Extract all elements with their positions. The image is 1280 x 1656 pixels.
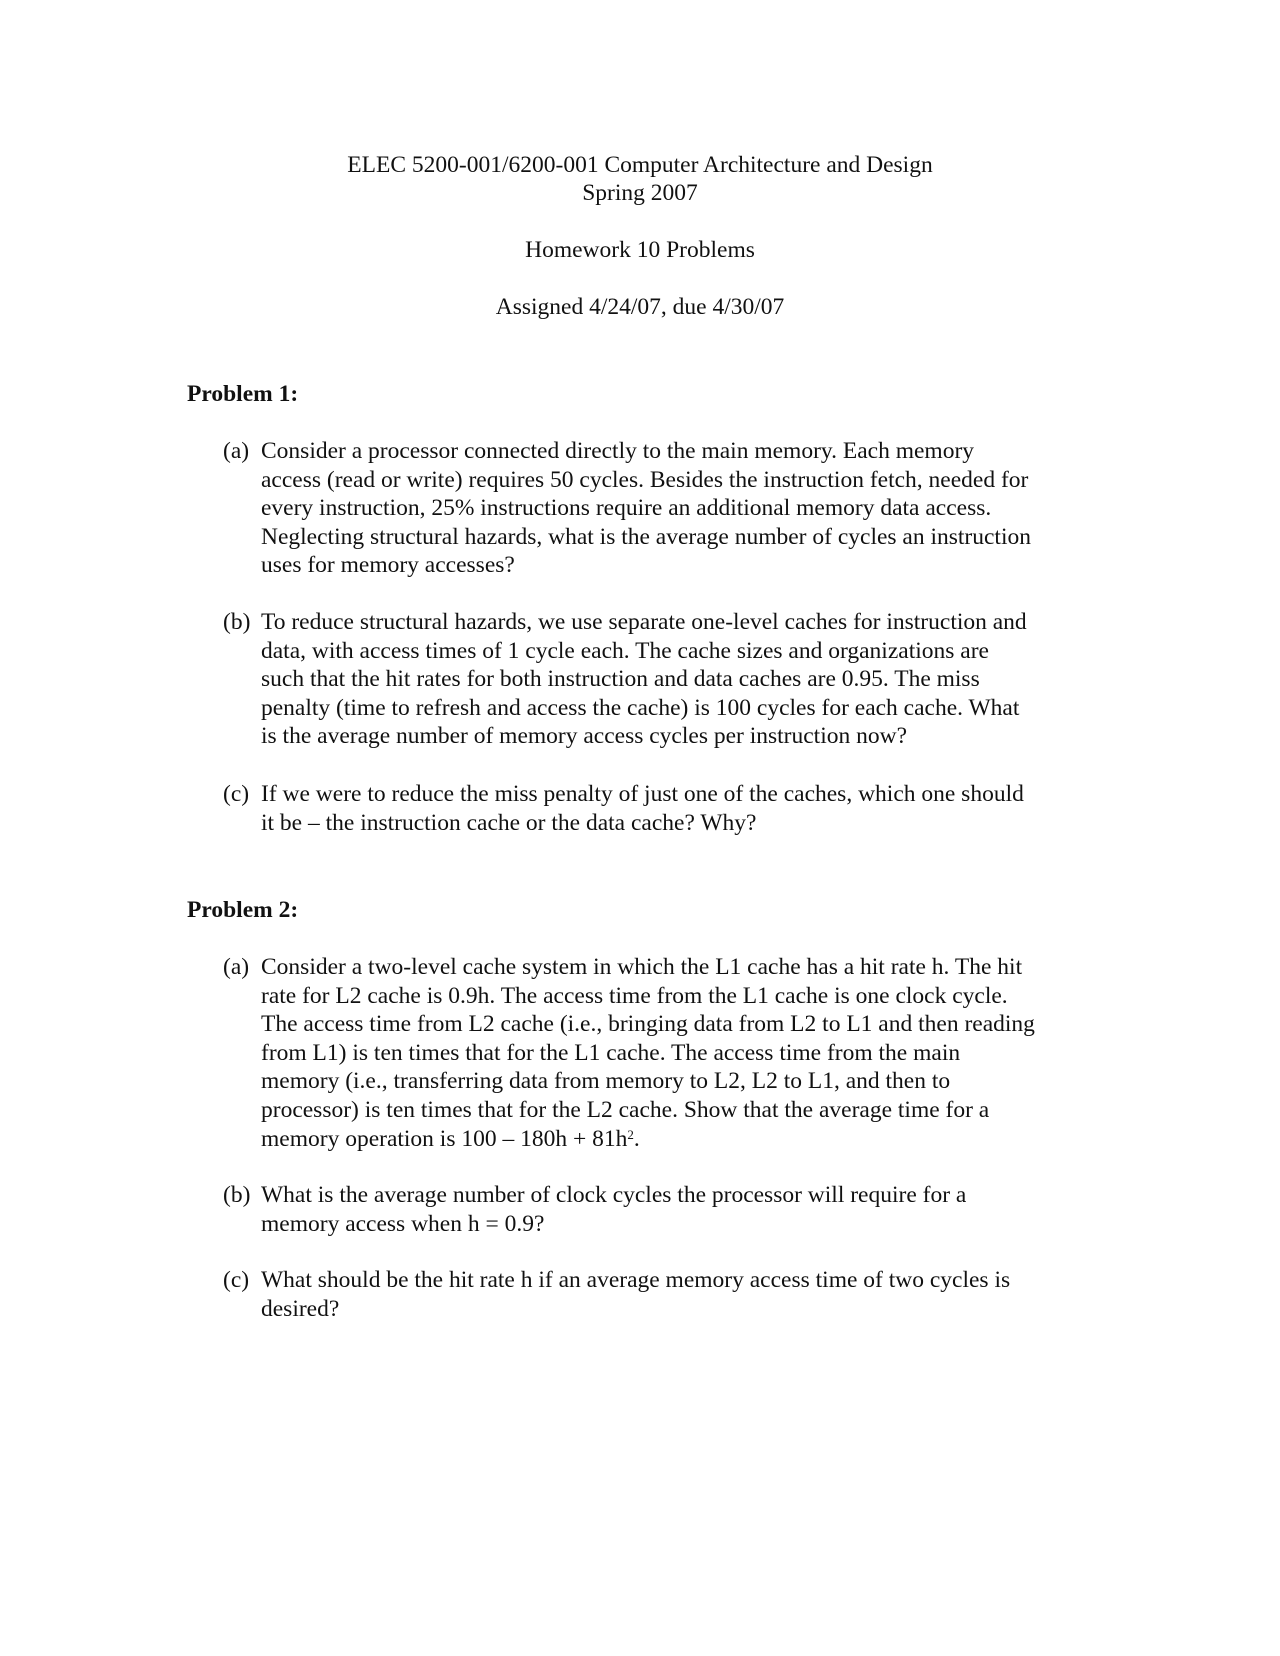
part-text <box>261 1181 966 1238</box>
part-label: (b) <box>223 609 251 635</box>
text-line: rate for L2 cache is 0.9h. The access time from the L1 cache is one clock cycle. <box>261 982 1008 1009</box>
text-line: What is the average number of clock cycles the processor will require for a <box>261 1182 967 1208</box>
text-line: access (read or write) requires 50 cycles. Besides the instruction fetch, needed for <box>261 466 1029 493</box>
text-line: it be – the instruction cache or the data cache? Why? <box>261 809 757 836</box>
text-line: memory access when h = 0.9? <box>261 1210 545 1237</box>
problem-1-heading: Problem 1: <box>187 381 299 407</box>
text-line: The access time from L2 cache (i.e., bringing data from L2 to L1 and then reading <box>261 1011 1035 1038</box>
part-label: (a) <box>223 954 250 980</box>
text-line: data, with access times of 1 cycle each. The cache sizes and organizations are <box>261 637 989 664</box>
text-line: Neglecting structural hazards, what is the average number of cycles an instruction <box>261 523 1031 550</box>
part-text <box>261 437 1031 580</box>
text-line: uses for memory accesses? <box>261 552 515 579</box>
part-label: (b) <box>223 1182 251 1208</box>
part-text <box>261 953 1035 1153</box>
text-line: penalty (time to refresh and access the cache) is 100 cycles for each cache. What <box>261 694 1020 721</box>
text-line: every instruction, 25% instructions require an additional memory data access. <box>261 495 992 522</box>
part-text <box>261 1266 1010 1323</box>
part-text <box>261 780 1024 837</box>
part-text <box>261 608 1027 751</box>
part-label: (c) <box>223 781 250 807</box>
problem-2-heading: Problem 2: <box>187 897 299 923</box>
formula-text: memory operation is 100 – 180h + 81h <box>261 1125 628 1152</box>
part-label: (c) <box>223 1267 250 1293</box>
assignment-dates: Assigned 4/24/07, due 4/30/07 <box>495 294 785 320</box>
text-line: desired? <box>261 1295 340 1322</box>
text-line: Consider a processor connected directly to the main memory. Each memory <box>261 438 975 464</box>
homework-title: Homework 10 Problems <box>525 237 755 263</box>
part-label: (a) <box>223 438 250 464</box>
text-line: such that the hit rates for both instruction and data caches are 0.95. The miss <box>261 666 980 693</box>
text-line: Consider a two-level cache system in which the L1 cache has a hit rate h. The hit <box>261 954 1023 980</box>
text-line: processor) is ten times that for the L2 cache. Show that the average time for a <box>261 1096 990 1123</box>
formula-period: . <box>633 1125 640 1152</box>
text-line: memory (i.e., transferring data from memory to L2, L2 to L1, and then to <box>261 1068 951 1095</box>
text-line: If we were to reduce the miss penalty of just one of the caches, which one should <box>261 781 1024 807</box>
formula-line <box>261 1125 1035 1154</box>
text-line: To reduce structural hazards, we use separate one-level caches for instruction and <box>261 609 1027 635</box>
formula-exponent: 2 <box>627 1126 634 1142</box>
text-line: is the average number of memory access cycles per instruction now? <box>261 723 908 750</box>
semester: Spring 2007 <box>582 180 698 206</box>
text-line: What should be the hit rate h if an average memory access time of two cycles is <box>261 1267 1011 1293</box>
text-line: from L1) is ten times that for the L1 cache. The access time from the main <box>261 1039 961 1066</box>
course-title: ELEC 5200-001/6200-001 Computer Architecture and Design <box>347 152 933 178</box>
